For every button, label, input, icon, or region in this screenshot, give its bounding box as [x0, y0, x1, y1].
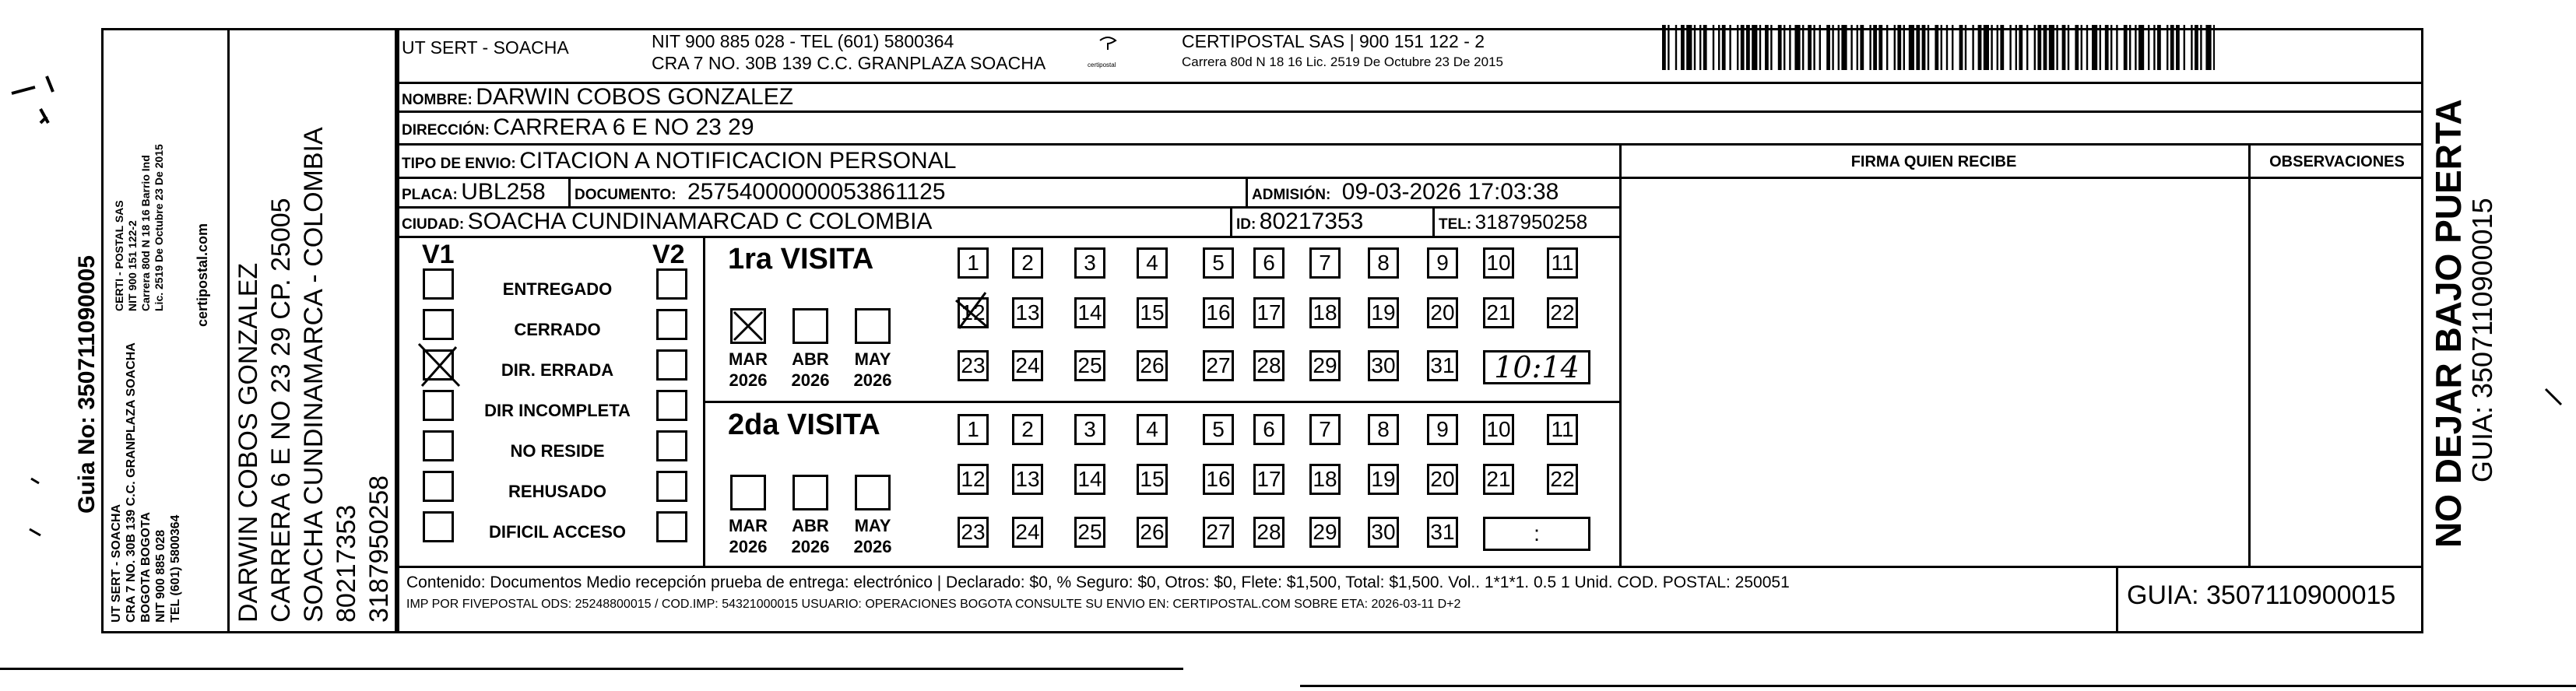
month-year: 2026 [729, 537, 768, 556]
certipostal-line: NIT 900 151 122-2 [126, 220, 139, 311]
direccion-value: CARRERA 6 E NO 23 29 [493, 114, 754, 140]
month-name: MAR [728, 516, 768, 535]
day-number: 16 [1206, 467, 1231, 491]
day-number: 25 [1077, 520, 1102, 544]
day-number: 23 [961, 353, 986, 377]
day-number: 3 [1084, 251, 1096, 275]
day-number: 17 [1256, 300, 1281, 324]
ciudad-value: SOACHA CUNDINAMARCAD C COLOMBIA [467, 209, 933, 234]
admision-label: ADMISIÓN: [1252, 187, 1331, 203]
status-option-label: NO RESIDE [510, 441, 605, 461]
day-number: 1 [967, 417, 979, 441]
day-number: 14 [1077, 300, 1102, 324]
nombre-value: DARWIN COBOS GONZALEZ [476, 84, 794, 110]
ciudad-label: CIUDAD: [402, 216, 465, 233]
day-number: 14 [1077, 467, 1102, 491]
day-number: 12 [961, 467, 986, 491]
placa-value: UBL258 [461, 179, 546, 205]
day-number: 31 [1430, 353, 1455, 377]
courier-name: CERTIPOSTAL SAS | 900 151 122 - 2 [1182, 31, 1485, 51]
day-number: 22 [1550, 300, 1575, 324]
status-option-label: DIR. ERRADA [501, 360, 614, 380]
day-number: 26 [1140, 353, 1165, 377]
id-value: 80217353 [1259, 209, 1364, 234]
v2-label: V2 [652, 240, 685, 269]
no-dejar-bajo-puerta: NO DEJAR BAJO PUERTA [2428, 99, 2469, 548]
day-number: 11 [1551, 417, 1574, 441]
month-name: MAY [854, 349, 891, 369]
day-number: 28 [1256, 520, 1281, 544]
day-number: 20 [1430, 467, 1455, 491]
month-name: ABR [792, 516, 829, 535]
day-number: 8 [1377, 417, 1390, 441]
day-number: 5 [1212, 417, 1225, 441]
month-name: MAR [728, 349, 768, 369]
day-number: 27 [1206, 520, 1231, 544]
day-number: 26 [1140, 520, 1165, 544]
day-number: 16 [1206, 300, 1231, 324]
second-visit-title: 2da VISITA [728, 409, 880, 441]
svg-text:certipostal: certipostal [1088, 61, 1116, 68]
sender-nit: NIT 900 885 028 - TEL (601) 5800364 [652, 31, 954, 51]
status-option-label: DIFICIL ACCESO [488, 522, 626, 542]
day-number: 19 [1371, 467, 1396, 491]
tel-label: TEL: [1439, 216, 1472, 233]
certipostal-line: Lic. 2519 De Octubre 23 De 2015 [153, 144, 165, 311]
day-number: 2 [1021, 417, 1034, 441]
tipo-envio-label: TIPO DE ENVIO: [402, 156, 516, 172]
status-option-label: ENTREGADO [502, 279, 613, 299]
day-number: 2 [1021, 251, 1034, 275]
day-number: 4 [1146, 417, 1158, 441]
first-visit-title: 1ra VISITA [728, 243, 874, 275]
day-number: 7 [1319, 417, 1331, 441]
month-year: 2026 [791, 370, 830, 390]
day-number: 10 [1486, 417, 1511, 441]
recipient-line: 3187950258 [364, 475, 394, 623]
footer-print-info: IMP POR FIVEPOSTAL ODS: 25248800015 / COD.IMP: 54321000015 USUARIO: OPERACIONES BOGOTA CONSULTE SU ENVIO EN: CERTIPOSTAL.COM SOBRE ETA: 2026-03-11 D+2 [406, 598, 1461, 611]
nombre-label: NOMBRE: [402, 92, 473, 108]
placa-label: PLACA: [402, 187, 458, 203]
day-number: 18 [1313, 300, 1337, 324]
day-number: 17 [1256, 467, 1281, 491]
day-number: 13 [1015, 467, 1040, 491]
day-number: 6 [1263, 251, 1275, 275]
sender-line: TEL (601) 5800364 [169, 514, 182, 623]
day-number: 19 [1371, 300, 1396, 324]
first-visit-time: 10:14 [1494, 350, 1580, 384]
right-guia-vertical: GUIA: 3507110900015 [2466, 198, 2498, 482]
day-number: 5 [1212, 251, 1225, 275]
id-label: ID: [1236, 216, 1256, 233]
day-number: 4 [1146, 251, 1158, 275]
footer-contents: Contenido: Documentos Medio recepción prueba de entrega: electrónico | Declarado: $0, % Seguro: $0, Otros: $0, Flete: $1,500, Total: $1,500. Vol.. 1*1*1. 0.5 1 Unid. COD. POSTAL: 250051 [406, 573, 1790, 591]
day-number: 30 [1371, 353, 1396, 377]
recipient-line: DARWIN COBOS GONZALEZ [234, 262, 263, 623]
courier-address: Carrera 80d N 18 16 Lic. 2519 De Octubre 23 De 2015 [1182, 54, 1503, 69]
sender-line: BOGOTA BOGOTA [139, 512, 153, 623]
day-number: 30 [1371, 520, 1396, 544]
day-number: 15 [1140, 300, 1165, 324]
sender-address: CRA 7 NO. 30B 139 C.C. GRANPLAZA SOACHA [652, 53, 1046, 73]
sender-line: CRA 7 NO. 30B 139 C.C. GRANPLAZA SOACHA [125, 342, 138, 623]
day-number: 8 [1377, 251, 1390, 275]
day-number: 24 [1015, 353, 1040, 377]
status-option-label: DIR INCOMPLETA [484, 401, 631, 420]
day-number: 9 [1436, 417, 1449, 441]
day-number: 3 [1084, 417, 1096, 441]
day-number: 29 [1313, 353, 1337, 377]
day-number: 13 [1015, 300, 1040, 324]
certipostal-line: Carrera 80d N 18 16 Barrio Ind [139, 155, 152, 311]
day-number: 15 [1140, 467, 1165, 491]
day-number: 6 [1263, 417, 1275, 441]
recipient-line: CARRERA 6 E NO 23 29 CP. 25005 [266, 198, 296, 623]
website-vertical: certipostal.com [195, 223, 210, 327]
sender-line: NIT 900 885 028 [154, 529, 167, 623]
sender-name: UT SERT - SOACHA [402, 37, 569, 58]
month-name: ABR [792, 349, 829, 369]
firma-header: FIRMA QUIEN RECIBE [1850, 153, 2017, 170]
day-number: 21 [1486, 467, 1511, 491]
month-name: MAY [854, 516, 891, 535]
direccion-label: DIRECCIÓN: [402, 122, 490, 139]
tipo-envio-value: CITACION A NOTIFICACION PERSONAL [519, 148, 957, 174]
day-number: 21 [1486, 300, 1511, 324]
day-number: 12 [961, 300, 986, 324]
recipient-line: 80217353 [332, 504, 361, 623]
day-number: 25 [1077, 353, 1102, 377]
day-number: 1 [967, 251, 979, 275]
second-visit-time: : [1534, 521, 1540, 545]
v1-label: V1 [422, 240, 455, 269]
month-year: 2026 [853, 537, 892, 556]
guia-number-vertical: Guia No: 350711090005 [74, 255, 100, 514]
status-option-label: REHUSADO [508, 482, 606, 501]
day-number: 10 [1486, 251, 1511, 275]
observaciones-header: OBSERVACIONES [2269, 153, 2405, 170]
day-number: 9 [1436, 251, 1449, 275]
day-number: 18 [1313, 467, 1337, 491]
day-number: 28 [1256, 353, 1281, 377]
recipient-line: SOACHA CUNDINAMARCA - COLOMBIA [299, 127, 329, 623]
footer-guia: GUIA: 3507110900015 [2127, 581, 2396, 610]
documento-value: 25754000000053861125 [687, 179, 946, 205]
status-option-label: CERRADO [514, 320, 601, 339]
month-year: 2026 [729, 370, 768, 390]
documento-label: DOCUMENTO: [575, 187, 677, 203]
day-number: 22 [1550, 467, 1575, 491]
admision-value: 09-03-2026 17:03:38 [1341, 179, 1559, 205]
month-year: 2026 [853, 370, 892, 390]
certipostal-line: CERTI - POSTAL SAS [113, 200, 125, 311]
day-number: 31 [1430, 520, 1455, 544]
day-number: 27 [1206, 353, 1231, 377]
month-year: 2026 [791, 537, 830, 556]
day-number: 24 [1015, 520, 1040, 544]
day-number: 23 [961, 520, 986, 544]
day-number: 20 [1430, 300, 1455, 324]
day-number: 7 [1319, 251, 1331, 275]
tel-value: 3187950258 [1474, 210, 1588, 233]
day-number: 11 [1551, 251, 1574, 275]
day-number: 29 [1313, 520, 1337, 544]
sender-line: UT SERT - SOACHA [110, 504, 123, 623]
